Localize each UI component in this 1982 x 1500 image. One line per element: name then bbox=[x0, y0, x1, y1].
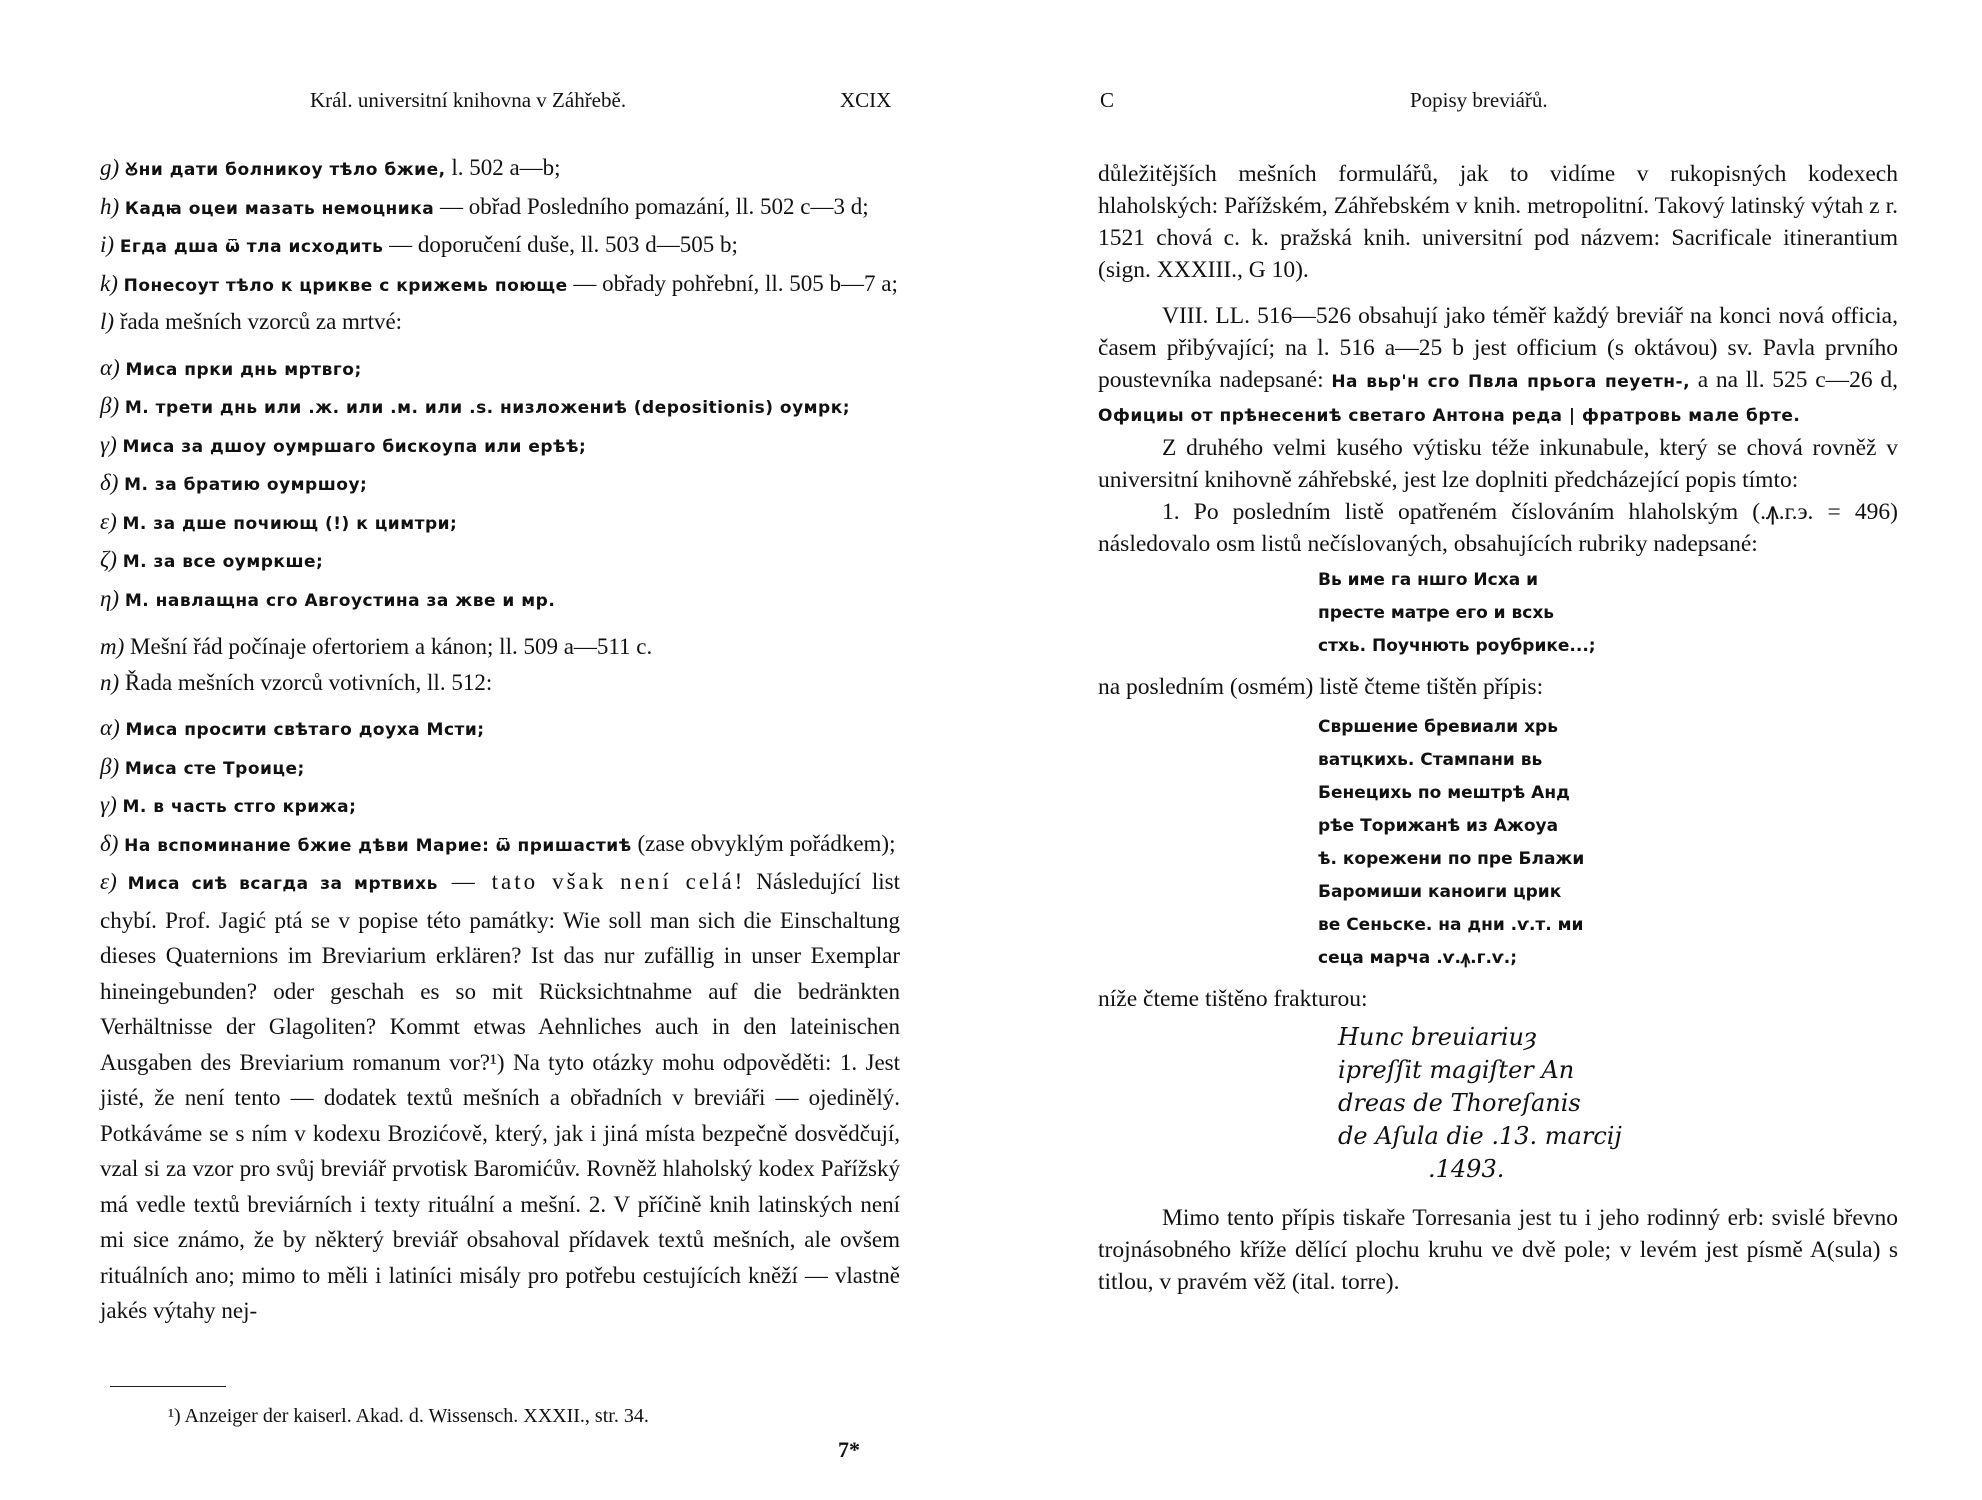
running-head-title: Popisy breviářů. bbox=[1410, 88, 1548, 112]
list-item: l) řada mešních vzorců za mrtvé: bbox=[100, 309, 403, 334]
sub-item: γ) М. в часть стго крижа; bbox=[100, 792, 357, 817]
paragraph: důležitějších mešních formulářů, jak to vidíme v rukopisných kodexech hlaholských: Pařížském, Záhřebském v knih. metropolitní. Takový latinský výtah z r. 1521 chová c. k. pražská knih. universitní pod názvem: Sacrificale itinerantium (sign. XXXIII., G 10). bbox=[1098, 161, 1898, 283]
fraktur-colophon: Hunc breuiariuȝ ipreſſit magiſter An dreas de Thoreſanis de Aſula die .13. marcij .1493. bbox=[1338, 1023, 1622, 1183]
list-item: m) Mešní řád počínaje ofertoriem a kánon; ll. 509 a—511 c. bbox=[100, 634, 653, 659]
running-head-number: C bbox=[1100, 88, 1115, 112]
paragraph: 1. Po posledním listě opatřeném číslováním hlaholským (.ꙟ.г.э. = 496) následovalo osm listů nečíslovaných, obsahujících rubriky nadepsané: bbox=[1098, 499, 1898, 557]
running-head-number: XCIX bbox=[840, 88, 892, 112]
sub-item: δ) М. за братию оумршоу; bbox=[100, 470, 368, 495]
list-item: k) Понесоут тѣло к црикве с крижемь поюще — obřady pohřební, ll. 505 b—7 a; bbox=[100, 270, 898, 296]
sub-item: ζ) М. за все оумркше; bbox=[100, 547, 324, 572]
sub-item: β) Миса сте Троице; bbox=[100, 753, 305, 779]
sub-item: η) М. навлащна сго Авгоустина за жве и мр. bbox=[100, 585, 556, 611]
right-page bbox=[1000, 0, 1982, 1500]
paragraph: na posledním (osmém) listě čteme tištěn přípis: bbox=[1098, 674, 1544, 700]
sub-item: δ) На вспоминание бжие дѣви Марие: ѿ пришастиѣ (zase obvyklým pořádkem); bbox=[100, 830, 896, 856]
glagolitic-rubric-block: Вь име га ншго Исха и престе матре его и всхь стхь. Поучнють роубрике...; bbox=[1318, 570, 1596, 656]
sub-item: β) М. трети днь или .ж. или .м. или .ѕ. низложениѣ (depositionis) оумрк; bbox=[100, 393, 851, 418]
list-item: n) Řada mešních vzorců votivních, ll. 512: bbox=[100, 669, 493, 695]
signature-mark: 7* bbox=[838, 1437, 860, 1462]
running-head-title: Král. universitní knihovna v Záhřebě. bbox=[310, 88, 627, 112]
list-item: h) Кадꙗ оцеи мазать немоцника — obřad Posledního pomazání, ll. 502 c—3 d; bbox=[100, 193, 869, 219]
sub-item: α) Миса прки днь мртвго; bbox=[100, 354, 362, 380]
left-page bbox=[0, 0, 990, 1500]
paragraph: VIII. LL. 516—526 obsahují jako téměř každý breviář na konci nová officia, časem přibývající; na l. 516 a—25 b jest officium (s oktávou) sv. Pavla prvního poustevníka nadepsané: На вьр'н сго Пвла прьога пеуетн-, a na ll. 525 c—26 d, Официы от прѣнесениѣ светаго Антона реда | фратровь мале брте. bbox=[1098, 303, 1898, 426]
paragraph: Z druhého velmi kusého výtisku téže inkunabule, který se chová rovněž v universitní knihovně záhřebské, jest lze doplniti předcházející popis tímto: bbox=[1098, 435, 1898, 493]
paragraph: Mimo tento přípis tiskaře Torresania jest tu i jeho rodinný erb: svislé břevno trojnásobného kříže dělící plochu kruhu ve dvě pole; v levém jest písmě A(sula) s titlou, v pravém věž (ital. torre). bbox=[1098, 1205, 1898, 1295]
list-item: i) Егда дша ѿ тла исходить — doporučení duše, ll. 503 d—505 b; bbox=[100, 232, 738, 257]
sub-item: γ) Миса за дшоу оумршаго бискоупа или ерѣѣ; bbox=[100, 431, 587, 457]
sub-item-long: ε) Миса сиѣ всагда за мртвихь — tato však není celá! Následující list chybí. Prof. Jagić ptá se v popise této památky: Wie soll man sich die Einschaltung dieses Quaternions im Breviarium erklären? Ist das nur zufällig in unser Exemplar hineingebunden? oder geschah es so mit Rücksichtnahme auf die bedränkten Verhältnisse der Glagoliten? Kommt etwas Aehnliches auch in den lateinischen Ausgaben des Breviarium romanum vor?¹) Na tyto otázky mohu odpověděti: 1. Jest jisté, že není tento — dodatek textů mešních a obřadních v breviáři — ojedinělý. Potkáváme se s ním v kodexu Brozićově, který, jak i jiná místa bezpečně dosvědčují, vzal si za vzor pro svůj breviář prvotisk Baromićův. Rovněž hlaholský kodex Pařížský má vedle textů breviárních i texty rituální a mešní. 2. V příčině knih latinských není mi sice známo, že by některý breviář obsahoval přídavek textů mešních, ale ovšem rituálních ano; mimo to měli i latiníci misály pro potřebu cestujících kněží — vlastně jakés výtahy nej- bbox=[100, 869, 900, 1323]
footnote-rule bbox=[110, 1386, 226, 1387]
list-item: g) Ꙋни дати болникоу тѣло бжие, l. 502 a—b; bbox=[100, 155, 561, 180]
footnote: ¹) Anzeiger der kaiserl. Akad. d. Wissensch. XXXII., str. 34. bbox=[168, 1405, 649, 1427]
right-body-text bbox=[1098, 158, 1898, 1298]
colophon-block: Свршение бревиали хрь ватцкихь. Стампани вь Бенецихь по мештрѣ Анд рѣе Торижанѣ из Ажоуа ѣ. корежени по пре Блажи Баромиши каноиги црик ве Сеньске. на дни .ѵ.т. ми сеца марча .ѵ.ꙟ.г.ѵ.; bbox=[1318, 717, 1585, 968]
sub-item: ε) М. за дше почиющ (!) к цимтри; bbox=[100, 508, 458, 534]
left-body-text bbox=[100, 150, 900, 1329]
paragraph: níže čteme tištěno frakturou: bbox=[1098, 986, 1368, 1012]
sub-item: α) Миса просити свѣтаго доуха Мсти; bbox=[100, 715, 485, 740]
